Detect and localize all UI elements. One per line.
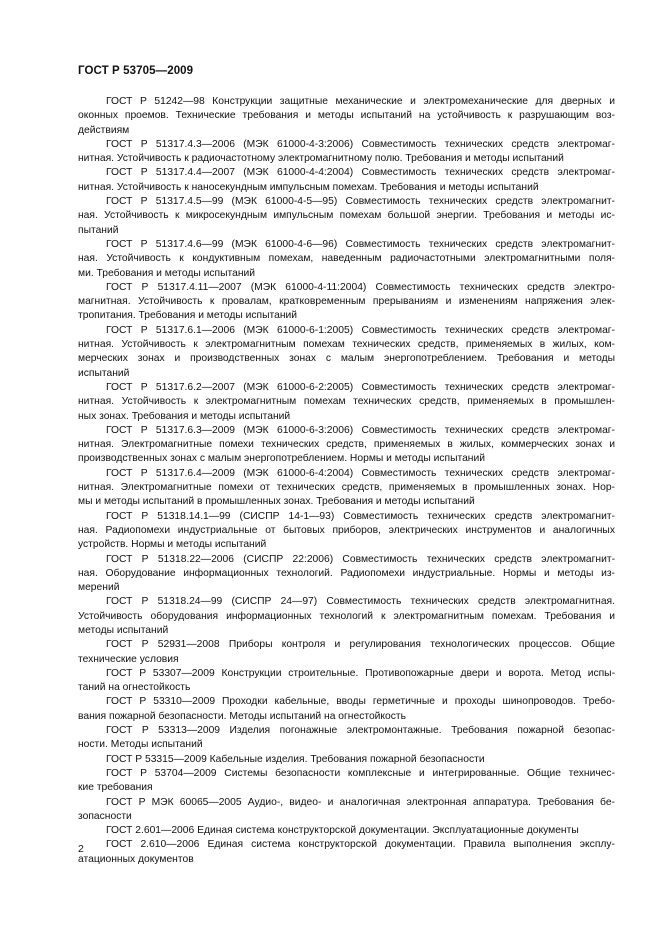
reference-line: ГОСТ 2.601—2006 Единая система конструкторской документации. Эксплуатационные документы: [106, 825, 579, 837]
reference-line: нитная. Устойчивость к электромагнитным помехам технических средств, применяемых в жилых, ком-: [78, 339, 615, 351]
reference-entry: [78, 824, 615, 838]
reference-line: Устойчивость оборудования информационных технологий к электромагнитным помехам. Требования и: [78, 610, 615, 622]
reference-line: ная. Радиопомехи индустриальные от бытовых приборов, электрических инструментов и аналогичных: [78, 524, 615, 536]
reference-line: ГОСТ Р 53307—2009 Конструкции строительные. Противопожарные двери и ворота. Метод испы-: [106, 667, 615, 679]
reference-line: испытаний: [78, 367, 130, 379]
reference-line: ГОСТ Р 51317.6.4—2009 (МЭК 61000-6-4:2004) Совместимость технических средств электромаг-: [106, 467, 615, 479]
reference-entry: [78, 238, 615, 281]
reference-line: ГОСТ Р 53704—2009 Системы безопасности комплексные и интегрированные. Общие техничес-: [106, 767, 615, 779]
reference-entry: [78, 467, 615, 510]
reference-line: нитная. Устойчивость к наносекундным импульсным помехам. Требования и методы испытаний: [78, 181, 539, 193]
reference-line: ГОСТ Р 51318.24—99 (СИСПР 24—97) Совместимость технических средств электромагнитная.: [106, 596, 615, 608]
standards-reference-list: [78, 95, 615, 867]
reference-line: оконных проемов. Технические требования и методы испытаний на устойчивость к разрушающим воз-: [78, 110, 615, 122]
reference-line: нитная. Устойчивость к радиочастотному электромагнитному полю. Требования и методы испытаний: [78, 153, 564, 165]
reference-line: магнитная. Устойчивость к провалам, кратковременным прерываниям и изменениям напряжения элек-: [78, 296, 615, 308]
reference-entry: [78, 424, 615, 467]
reference-line: ГОСТ Р МЭК 60065—2005 Аудио-, видео- и аналогичная электронная аппаратура. Требования бе-: [106, 796, 615, 808]
reference-entry: [78, 695, 615, 724]
reference-line: производственных зонах с малым энергопотреблением. Нормы и методы испытаний: [78, 453, 485, 465]
reference-line: ГОСТ Р 51318.14.1—99 (СИСПР 14-1—93) Совместимость технических средств электромагнит-: [106, 510, 615, 522]
reference-entry: [78, 138, 615, 167]
reference-entry: [78, 553, 615, 596]
reference-line: вания пожарной безопасности. Методы испытаний на огнестойкость: [78, 710, 407, 722]
reference-line: ГОСТ Р 51317.4.3—2006 (МЭК 61000-4-3:2006) Совместимость технических средств электромаг-: [106, 138, 615, 150]
reference-line: действиям: [78, 124, 130, 136]
reference-entry: [78, 838, 615, 867]
reference-line: ГОСТ Р 51317.4.6—99 (МЭК 61000-4-6—96) Совместимость технических средств электромагнит-: [106, 238, 615, 250]
reference-line: ми. Требования и методы испытаний: [78, 267, 256, 279]
reference-entry: [78, 767, 615, 796]
reference-entry: [78, 281, 615, 324]
reference-line: ГОСТ Р 51317.6.1—2006 (МЭК 61000-6-1:2005) Совместимость технических средств электромаг-: [106, 324, 615, 336]
reference-line: ГОСТ Р 51242—98 Конструкции защитные механические и электромеханические для дверных и: [106, 96, 615, 107]
reference-line: ная. Оборудование информационных технологий. Радиопомехи индустриальные. Нормы и методы из-: [78, 567, 615, 579]
reference-line: ГОСТ Р 53313—2009 Изделия погонажные электромонтажные. Требования пожарной безопас-: [106, 725, 615, 737]
reference-entry: [78, 324, 615, 381]
reference-line: тропитания. Требования и методы испытаний: [78, 310, 298, 322]
reference-line: ГОСТ Р 51317.4.5—99 (МЭК 61000-4-5—95) Совместимость технических средств электромагнит-: [106, 196, 615, 208]
reference-line: ГОСТ Р 51317.6.3—2009 (МЭК 61000-6-3:2006) Совместимость технических средств электромаг-: [106, 424, 615, 436]
reference-line: ГОСТ Р 51317.6.2—2007 (МЭК 61000-6-2:2005) Совместимость технических средств электромаг-: [106, 381, 615, 393]
reference-entry: [78, 166, 615, 195]
reference-line: ГОСТ Р 51318.22—2006 (СИСПР 22:2006) Совместимость технических средств электромагнит-: [106, 553, 615, 565]
reference-line: кие требования: [78, 782, 153, 794]
reference-line: мерческих зонах и производственных зонах с малым энергопотреблением. Требования и методы: [78, 353, 615, 365]
reference-line: ная. Устойчивость к кондуктивным помехам, наведенным радиочастотными электромагнитными поля-: [78, 253, 615, 265]
reference-line: мы и методы испытаний в промышленных зонах. Требования и методы испытаний: [78, 496, 475, 508]
reference-line: ГОСТ Р 52931—2008 Приборы контроля и регулирования технологических процессов. Общие: [106, 639, 615, 651]
reference-line: ГОСТ Р 51317.4.11—2007 (МЭК 61000-4-11:2004) Совместимость технических средств электро-: [106, 281, 615, 293]
reference-entry: [78, 638, 615, 667]
reference-line: ности. Методы испытаний: [78, 739, 203, 751]
page-number: 2: [78, 843, 84, 855]
reference-entry: [78, 95, 615, 138]
reference-line: таний на огнестойкость: [78, 682, 191, 694]
reference-entry: [78, 753, 615, 767]
reference-line: методы испытаний: [78, 624, 169, 636]
reference-entry: [78, 667, 615, 696]
reference-line: технические условия: [78, 653, 179, 665]
reference-line: ГОСТ Р 53310—2009 Проходки кабельные, вводы герметичные и проходы шинопроводов. Требо-: [106, 696, 615, 708]
reference-entry: [78, 510, 615, 553]
reference-entry: [78, 796, 615, 825]
reference-line: нитная. Электромагнитные помехи технических средств, применяемых в жилых, коммерческих зонах и: [78, 439, 615, 451]
reference-line: ГОСТ 2.610—2006 Единая система конструкторской документации. Правила выполнения эксплу-: [106, 839, 615, 851]
reference-line: пытаний: [78, 224, 119, 236]
reference-line: ная. Устойчивость к микросекундным импульсным помехам большой энергии. Требования и методы ис-: [78, 210, 615, 222]
reference-line: ГОСТ Р 51317.4.4—2007 (МЭК 61000-4-4:2004) Совместимость технических средств электромаг-: [106, 167, 615, 179]
reference-entry: [78, 381, 615, 424]
reference-line: ных зонах. Требования и методы испытаний: [78, 410, 291, 422]
reference-line: атационных документов: [78, 853, 194, 865]
reference-line: нитная. Электромагнитные помехи от технических средств, применяемых в промышленных зонах. Нор-: [78, 482, 615, 494]
reference-line: устройств. Нормы и методы испытаний: [78, 539, 267, 551]
reference-entry: [78, 724, 615, 753]
reference-entry: [78, 195, 615, 238]
reference-line: нитная. Устойчивость к электромагнитным помехам технических средств, применяемых в промышлен-: [78, 396, 615, 408]
reference-line: зопасности: [78, 810, 132, 822]
reference-line: мерений: [78, 582, 120, 594]
document-header: ГОСТ Р 53705—2009: [78, 65, 194, 77]
reference-line: ГОСТ Р 53315—2009 Кабельные изделия. Требования пожарной безопасности: [106, 753, 485, 765]
reference-entry: [78, 595, 615, 638]
